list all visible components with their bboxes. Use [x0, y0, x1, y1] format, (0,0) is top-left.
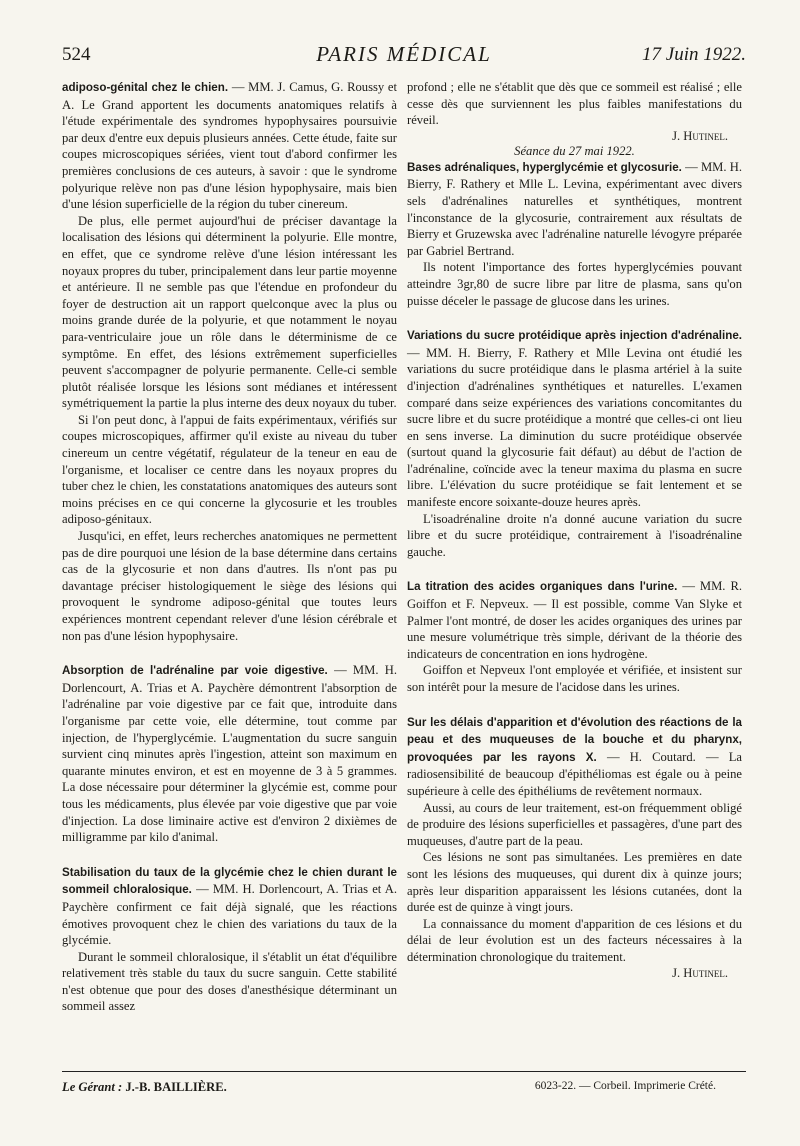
- author-signature: J. Hutinel.: [672, 965, 728, 980]
- section-heading: Stabilisation du taux de la glycémie chez le chien durant le sommeil chloralosique.: [62, 865, 397, 897]
- page-header: [62, 38, 746, 68]
- paragraph: [407, 578, 742, 662]
- left-column: [62, 79, 397, 1015]
- paragraph-text: — MM. H. Dorlencourt, A. Trias et A. Paychère démontrent l'absorption de l'adrénaline par voie digestive par ce fait que, introduite dans l'organisme par cette voie, elle détermine, tout comme par injection, de l'hyperglycémie. L'augmentation du sucre sanguin survient cinq minutes après l'ingestion, atteint son maximum en quarante minutes environ, et est en moyenne de 3 à 5 grammes. La dose nécessaire pour déterminer la glycémie est, comme pour tous les médicaments, plus élevée par voie digestive que par voie d'injection. La dose liminaire active est d'environ 2 dixièmes de milligramme par kilo d'animal.: [62, 663, 397, 845]
- journal-title: PARIS MÉDICAL: [316, 42, 492, 66]
- gerant-line: [62, 1080, 227, 1095]
- paragraph: Aussi, au cours de leur traitement, est-on fréquemment obligé de produire des lésions superficielles et passagères, d'une part des muqueuses, d'autre part de la peau.: [407, 800, 742, 848]
- paragraph-text: — MM. H. Dorlencourt, A. Trias et A. Paychère confirment ce fait déjà signalé, que les réactions émotives provoquent chez le chien des variations du taux de la glycémie.: [62, 882, 398, 948]
- paragraph: [62, 864, 397, 949]
- issue-date: 17 Juin 1922.: [642, 44, 746, 65]
- paragraph: Jusqu'ici, en effet, leurs recherches anatomiques ne permettent pas de dire pourquoi une lésion de la base détermine dans certains cas de la glycosurie et non dans d'autres. Ils n'ont pas pu davantage préciser histologiquement le siège des lésions qui provoquent le syndrome adiposo-génital que toutes leurs expériences montrent cependant relever d'une lésion cérébrale et non pas d'une lésion hypophysaire.: [62, 529, 397, 643]
- paragraph: Goiffon et Nepveux l'ont employée et vérifiée, et insistent sur son intérêt pour la mesure de l'acidose dans les urines.: [407, 663, 742, 694]
- page-footer: [62, 1071, 746, 1094]
- paragraph-text: — H. Coutard. — La radiosensibilité de beaucoup d'épithéliomas est égale ou à peine supérieure à celle des épithéliums de revêtement normaux.: [407, 749, 743, 798]
- section-heading: Bases adrénaliques, hyperglycémie et glycosurie.: [407, 160, 682, 174]
- printer-line: 6023-22. — Corbeil. Imprimerie Crété.: [534, 1080, 716, 1092]
- paragraph-text: — MM. H. Bierry, F. Rathery et Mlle L. Levina, expérimentant avec divers sels d'adrénalines naturelles et synthétiques, montrent l'inconstance de la glycosurie, contrairement aux résultats de Bierry et Gruzewska avec l'adrénaline naturelle lévogyre préparée par Gabriel Bertrand.: [407, 159, 742, 258]
- section-heading: Sur les délais d'apparition et d'évolution des réactions de la peau et des muqueuses de la bouche et du pharynx, provoquées par les rayons X.: [407, 715, 742, 764]
- section-heading: Absorption de l'adrénaline par voie digestive.: [62, 664, 328, 678]
- paragraph-text: — MM. R. Goiffon et F. Nepveux. — Il est possible, comme Van Slyke et Palmer l'ont montré, de doser les acides organiques des urines par une mesure volumétrique très simple, dérivant de la théorie des indicateurs de concentration en ions hydrogène.: [407, 579, 743, 661]
- paragraph: L'isoadrénaline droite n'a donné aucune variation du sucre libre et du sucre protéidique, contrairement à l'isoadrénaline gauche.: [407, 511, 742, 559]
- paragraph: [407, 327, 742, 511]
- page-number: 524: [62, 44, 91, 65]
- section-heading: Variations du sucre protéidique après injection d'adrénaline.: [407, 329, 742, 343]
- gerant-name: J.-B. BAILLIÈRE.: [125, 1080, 227, 1094]
- paragraph-text: — MM. H. Bierry, F. Rathery et Mlle Levina ont étudié les variations du sucre protéidique dans le plasma artériel à la suite d'injection d'adrénalines synthétiques et naturelles. L'examen comparé dans seize expériences des variations concomitantes du sucre libre et du sucre protéidique a montré que celles-ci ont lieu en sens inverse. La diminution du sucre protéidique observée (surtout quand la glycosurie fait défaut) au début de l'action de l'adrénaline, coïncide avec la teneur maxima du plasma en sucre libre. L'élévation du sucre protéidique se fait lentement et se manifeste encore soixante-douze heures après.: [407, 345, 742, 510]
- section-heading: La titration des acides organiques dans l'urine.: [407, 580, 678, 594]
- paragraph: De plus, elle permet aujourd'hui de préciser davantage la localisation des lésions qui déterminent la polyurie. Elle montre, en effet, que ce syndrome relève d'une lésion intéressant les noyaux propres du tuber, principalement dans leur partie moyenne et antérieure. Il ne semble pas que l'étendue en profondeur du foyer de destruction ait un rapport quelconque avec la plus ou moins grande durée de la polyurie, et que notamment le noyau para-ventriculaire joue un rôle dans le déterminisme de ce symptôme. En effet, des lésions extrêmement superficielles peuvent s'accompagner de polyurie permanente. Celle-ci semble plutôt réalisée lorsque les lésions sont médianes et intéressent symétriquement la partie la plus interne des deux noyaux du tuber.: [62, 213, 397, 411]
- paragraph: Durant le sommeil chloralosique, il s'établit un état d'équilibre relativement très stable du taux du sucre sanguin. Cette stabilité n'est obtenue que pour des doses d'anesthésique déterminant un sommeil assez: [62, 949, 397, 1014]
- paragraph: [62, 79, 397, 213]
- session-heading: Séance du 27 mai 1922.: [514, 143, 635, 158]
- paragraph: [62, 662, 397, 846]
- author-signature: J. Hutinel.: [672, 128, 728, 143]
- section-heading: adiposo-génital chez le chien.: [62, 81, 229, 94]
- paragraph: Si l'on peut donc, à l'appui de faits expérimentaux, vérifiés sur coupes microscopiques, affirmer qu'il existe au niveau du tuber cinereum un centre végétatif, régulateur de la teneur en eau de l'organisme, et localiser ce centre dans les noyaux propres du tuber chez le chien, les constatations anatomiques des auteurs sont moins précises en ce qui concerne la glycosurie et les troubles adiposo-génitaux.: [62, 412, 397, 527]
- gerant-label: Le Gérant :: [62, 1080, 123, 1094]
- paragraph: profond ; elle ne s'établit que dès que ce sommeil est réalisé ; elle cesse dès que surviennent les plus faibles manifestations du réveil.: [407, 80, 742, 128]
- paragraph-text: — MM. J. Camus, G. Roussy et A. Le Grand apportent les documents anatomiques relatifs à l'étude expérimentale des syndromes hypophysaires poursuivie par deux d'entre eux depuis plusieurs années. Cette étude, faite sur coupes microscopiques sériées, vient tout d'abord confirmer les premières conclusions de ces auteurs, à savoir : que le syndrome polyurique relève non pas d'une lésion hypophysaire, mais bien d'une lésion superficielle de la région du tuber cinereum.: [62, 80, 397, 212]
- paragraph: La connaissance du moment d'apparition de ces lésions et du délai de leur évolution est un des facteurs nécessaires à la détermination chronologique du traitement.: [407, 916, 742, 964]
- paragraph: [407, 159, 742, 260]
- paragraph: [407, 714, 742, 800]
- paragraph: Ces lésions ne sont pas simultanées. Les premières en date sont les lésions des muqueuses, qui durent dix à quinze jours; après leur disparition apparaissent les lésions cutanées, dont la durée est de quinze à vingt jours.: [407, 850, 742, 915]
- right-column: [407, 79, 742, 981]
- paragraph: Ils notent l'importance des fortes hyperglycémies pouvant atteindre 3gr,80 de sucre libre par litre de plasma, sans qu'on puisse déceler le passage de glucose dans les urines.: [407, 260, 742, 308]
